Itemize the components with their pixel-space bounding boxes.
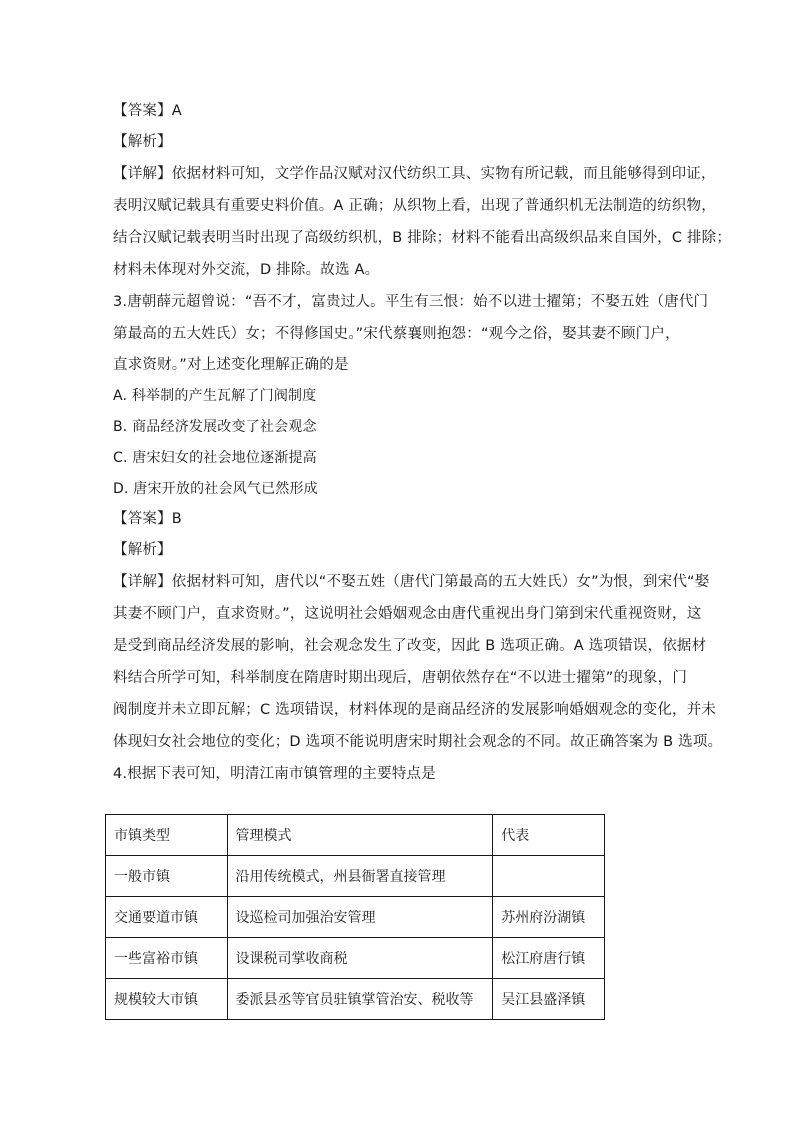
- table-cell: 委派县丞等官员驻镇掌管治安、税收等: [227, 979, 493, 1020]
- table-cell: 规模较大市镇: [106, 979, 228, 1020]
- table-cell: [493, 856, 605, 897]
- table-row: [106, 897, 605, 938]
- q3-detail-line-6: 体现妇女社会地位的变化；D 选项不能说明唐宋时期社会观念的不同。故正确答案为 B 选项。: [113, 734, 723, 750]
- table-cell: 一般市镇: [106, 856, 228, 897]
- q3-detail-line-5: 阀制度并未立即瓦解；C 选项错误，材料体现的是商品经济的发展影响婚姻观念的变化，并未: [113, 702, 717, 718]
- q2-detail-line-4: 材料未体现对外交流，D 排除。故选 A。: [113, 262, 380, 278]
- q3-answer: 【答案】B: [113, 511, 182, 527]
- q3-detail-line-2: 其妻不顾门户，直求资财。”，这说明社会婚姻观念由唐代重视出身门第到宋代重视资财，这: [113, 606, 702, 622]
- table-header-cell: 代表: [493, 815, 605, 856]
- market-management-table: [105, 814, 605, 1020]
- q2-analysis-label: 【解析】: [113, 134, 172, 150]
- q3-detail-line-3: 是受到商品经济发展的影响，社会观念发生了改变，因此 B 选项正确。A 选项错误，依据材: [113, 638, 707, 654]
- q3-analysis-label: 【解析】: [113, 542, 172, 558]
- q3-option-b: B. 商品经济发展改变了社会观念: [113, 419, 317, 435]
- q4-stem: 4.根据下表可知，明清江南市镇管理的主要特点是: [113, 766, 436, 782]
- q2-detail-line-3: 结合汉赋记载表明当时出现了高级纺织机，B 排除；材料不能看出高级织品来自国外，C 排除；: [113, 230, 732, 246]
- table-header-row: [106, 815, 605, 856]
- table-cell: 设课税司掌收商税: [227, 938, 493, 979]
- q2-detail-line-2: 表明汉赋记载具有重要史料价值。A 正确；从织物上看，出现了普通织机无法制造的纺织物，: [113, 198, 716, 214]
- q3-option-c: C. 唐宋妇女的社会地位逐渐提高: [113, 450, 317, 466]
- q3-detail-line-4: 料结合所学可知，科举制度在隋唐时期出现后，唐朝依然存在“不以进士擢第”的现象，门: [113, 670, 688, 686]
- q3-option-a: A. 科举制的产生瓦解了门阀制度: [113, 388, 317, 404]
- q3-option-d: D. 唐宋开放的社会风气已然形成: [113, 481, 318, 497]
- table-row: [106, 979, 605, 1020]
- table-cell: 吴江县盛泽镇: [493, 979, 605, 1020]
- table-cell: 苏州府汾湖镇: [493, 897, 605, 938]
- table-row: [106, 856, 605, 897]
- q3-detail-line-1: 【详解】依据材料可知，唐代以“不娶五姓（唐代门第最高的五大姓氏）女”为恨，到宋代“娶: [113, 574, 710, 590]
- table-row: [106, 938, 605, 979]
- q3-stem-line-3: 直求资财。”对上述变化理解正确的是: [113, 357, 349, 373]
- q3-stem-line-1: 3.唐朝薛元超曾说：“吾不才，富贵过人。平生有三恨：始不以进士擢第；不娶五姓（唐代门: [113, 294, 709, 310]
- table-cell: 沿用传统模式，州县衙署直接管理: [227, 856, 493, 897]
- table-header-cell: 市镇类型: [106, 815, 228, 856]
- table-cell: 交通要道市镇: [106, 897, 228, 938]
- q3-stem-line-2: 第最高的五大姓氏）女；不得修国史。”宋代蔡襄则抱怨：“观今之俗，娶其妻不顾门户，: [113, 326, 680, 342]
- table-cell: 一些富裕市镇: [106, 938, 228, 979]
- table-cell: 松江府唐行镇: [493, 938, 605, 979]
- table-cell: 设巡检司加强治安管理: [227, 897, 493, 938]
- table-header-cell: 管理模式: [227, 815, 493, 856]
- q2-answer: 【答案】A: [113, 103, 182, 119]
- q2-detail-line-1: 【详解】依据材料可知，文学作品汉赋对汉代纺织工具、实物有所记载，而且能够得到印证，: [113, 166, 716, 182]
